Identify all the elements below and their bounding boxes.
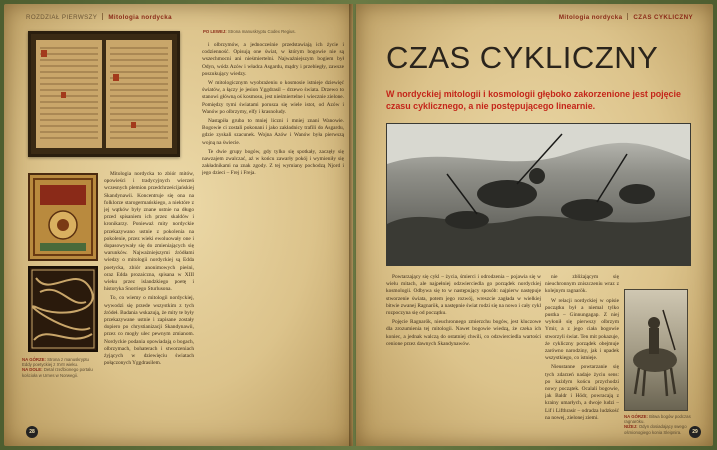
right-column-1 (386, 274, 541, 436)
paragraph: i olbrzymów, a jednocześnie przedstawiają ich życie i codzienność. Opisują one świat, w którym bogowie nie są wszechmocni ani nieśmiertelni. Najważniejszym bogiem był Odyn, wódz Azów i władca Asgardu, mądry i przebiegły, zawsze poszukujący wiedzy. (202, 42, 344, 77)
left-header-chapter: Mitologia nordycka (108, 14, 172, 21)
right-header-section: CZAS CYKLICZNY (633, 14, 693, 21)
paragraph: Te dwie grupy bogów, gdy tylko się spotkały, zaczęły się nawzajem zwalczać, aż w końcu zawarły pokój i wymieniły się zakładnikami na znak zgody. Z tej wymiany pochodzą Njord i jego dzieci – Frej i Freja. (202, 148, 344, 177)
right-page-number: 29 (689, 426, 701, 438)
left-column-2 (202, 42, 344, 434)
codex-manuscript-image (28, 31, 180, 157)
paragraph: Mitologia nordycka to zbiór mitów, opowieści i tradycyjnych wierzeń wczesnych plemion przedchrześcijańskiej Skandynawii. Koncentruje się ona na folklorze starogermańskiego, a niektóre z jej wątków były znane ustnie na długo przed spisaniem ich przez skaldów i kronikarzy. Ponieważ mity nordyckie przekazywano ustnie z pokolenia na pokolenie, przez wieki ewoluowały one i dopasowywały się do zmieniających się warunków. Najważniejszymi źródłami wiedzy o mitologii nordyckiej są Edda poetycka, zbiór anonimowych pieśni, oraz Edda prozaiczna, spisana w XIII wieku przez islandzkiego poetę i historyka Snorriego Sturlusona. (104, 171, 194, 293)
left-page (4, 4, 353, 446)
right-page (356, 4, 713, 446)
left-caption-text-1: Strona z manuskryptu Eddy poetyckiej z XVII wieku. (22, 357, 89, 368)
right-column-2 (545, 274, 619, 436)
paragraph: Pojęcie Ragnarök, nieuchronnego zmierzchu bogów, jest kluczowe dla zrozumienia tej mitologii. Nawet bogowie wiedzą, że czeka ich koniec, a jednak walczą do ostatniej chwili, co odzwierciedla wartości cenione przez dawnych Skandynawów. (386, 319, 541, 347)
left-column-1 (104, 171, 194, 433)
article-title: CZAS CYKLICZNY (386, 40, 659, 75)
right-caption-text-2: Odyn dosiadający swego ośmionogiego konia Sleipnira. (624, 424, 687, 435)
left-page-number: 28 (26, 426, 38, 438)
paragraph: Powtarzający się cykl – życia, śmierci i odrodzenia – pojawia się w wielu mitach, ale najpełniej odzwierciedla go porządek nordyckiej kosmologii. Odbywa się to w następujący sposób: najpierw następuje stworzenie świata, potem jego rozwój, wreszcie zagłada w wielkiej bitwie zwanej Ragnarök, a następnie świat rodzi się na nowo i cały cykl rozpoczyna się od początku. (386, 274, 541, 317)
right-caption-label-1: NA GÓRZE: (624, 414, 648, 419)
left-caption-text-2: Detal rzeźbionego portalu kościoła w Urnes w Norwegii. (22, 367, 93, 378)
carved-portal-image (28, 266, 98, 352)
paragraph: Nastąpiła gruba to mniej liczni i mniej znani Wanowie. Bogowie ci zostali pokonani i jako zakładnicy trafili do Asgardu, gdzie zyskali szacunek. Wojna Azów i Wanów była pierwszą wojną na świecie. (202, 118, 344, 146)
article-lead: W nordyckiej mitologii i kosmologii głęboko zakorzenione jest pojęcie czasu cyklicznego, a nie postępującego linearnie. (386, 89, 681, 111)
right-caption-text-1: Bitwa bogów podczas ragnaröku. (624, 414, 691, 425)
left-bottom-caption (22, 357, 98, 378)
paragraph: W mitologicznym wyobrażeniu o kosmosie istnieje dziewięć światów, a łączy je jesion Yggdrasil – drzewo świata. Drzewo to stanowi główną oś kosmosu, jest nieśmiertelne i wiecznie zielone. Pomiędzy tymi światami porusza się wiele istot, od Azów i Wanów po olbrzymy, elfy i krasnoludy. (202, 80, 344, 115)
ragnarok-battle-image (386, 123, 691, 266)
odin-sleipnir-image (624, 289, 688, 411)
right-header-chapter: Mitologia nordycka (558, 14, 623, 21)
left-top-caption-text: Strona manuskryptu Codex Regius. (227, 29, 296, 34)
paragraph: Nieustanne powtarzanie się tych zdarzeń nadaje życiu sens: po każdym końcu przychodzi nowy początek. Ocalali bogowie, jak Baldr i Hödr, powracają z krainy umarłych, a dwoje ludzi – Lif i Lifthrasir – odradza ludzkość na nowej, zielonej ziemi. (545, 364, 619, 421)
left-running-header (26, 13, 172, 21)
right-caption-label-2: NIŻEJ: (624, 424, 638, 430)
illuminated-manuscript-image (28, 173, 98, 261)
left-caption-label-2: NA DOLE: (22, 367, 43, 373)
paragraph: W relacji nordyckiej w opisie początku był a niemal tylko pustka – Ginnungagap. Z niej wyłonił się pierwszy olbrzym Ymir, a z jego ciała bogowie stworzyli świat. Ten mit pokazuje, że cykliczny porządek obejmuje zarówno narodziny, jak i upadek wszystkiego, co istnieje. (545, 297, 619, 362)
left-top-caption-label: PO LEWEJ: (203, 29, 227, 34)
right-caption (624, 414, 692, 435)
paragraph: To, co wiemy o mitologii nordyckiej, wywodzi się przede wszystkim z tych źródeł. Badania wskazują, że mity te były przekazywane ustnie i zapisane zostały dopiero po chrystianizacji Skandynawii, przez co mogły ulec pewnym zmianom. Nordyckie podania opowiadają o bogach, olbrzymach, bohaterach i stworzeniach żyjących w dziewięciu światach połączonych Yggdrasilem. (104, 295, 194, 367)
left-header-section: ROZDZIAŁ PIERWSZY (26, 14, 98, 21)
right-running-header (559, 13, 693, 21)
left-caption-label-1: NA GÓRZE: (22, 357, 46, 362)
paragraph: nie zbliżającym się nieuchronnym zniszczeniu wraz z kolejnym ragnarök. (545, 274, 619, 295)
left-top-caption (203, 29, 343, 34)
